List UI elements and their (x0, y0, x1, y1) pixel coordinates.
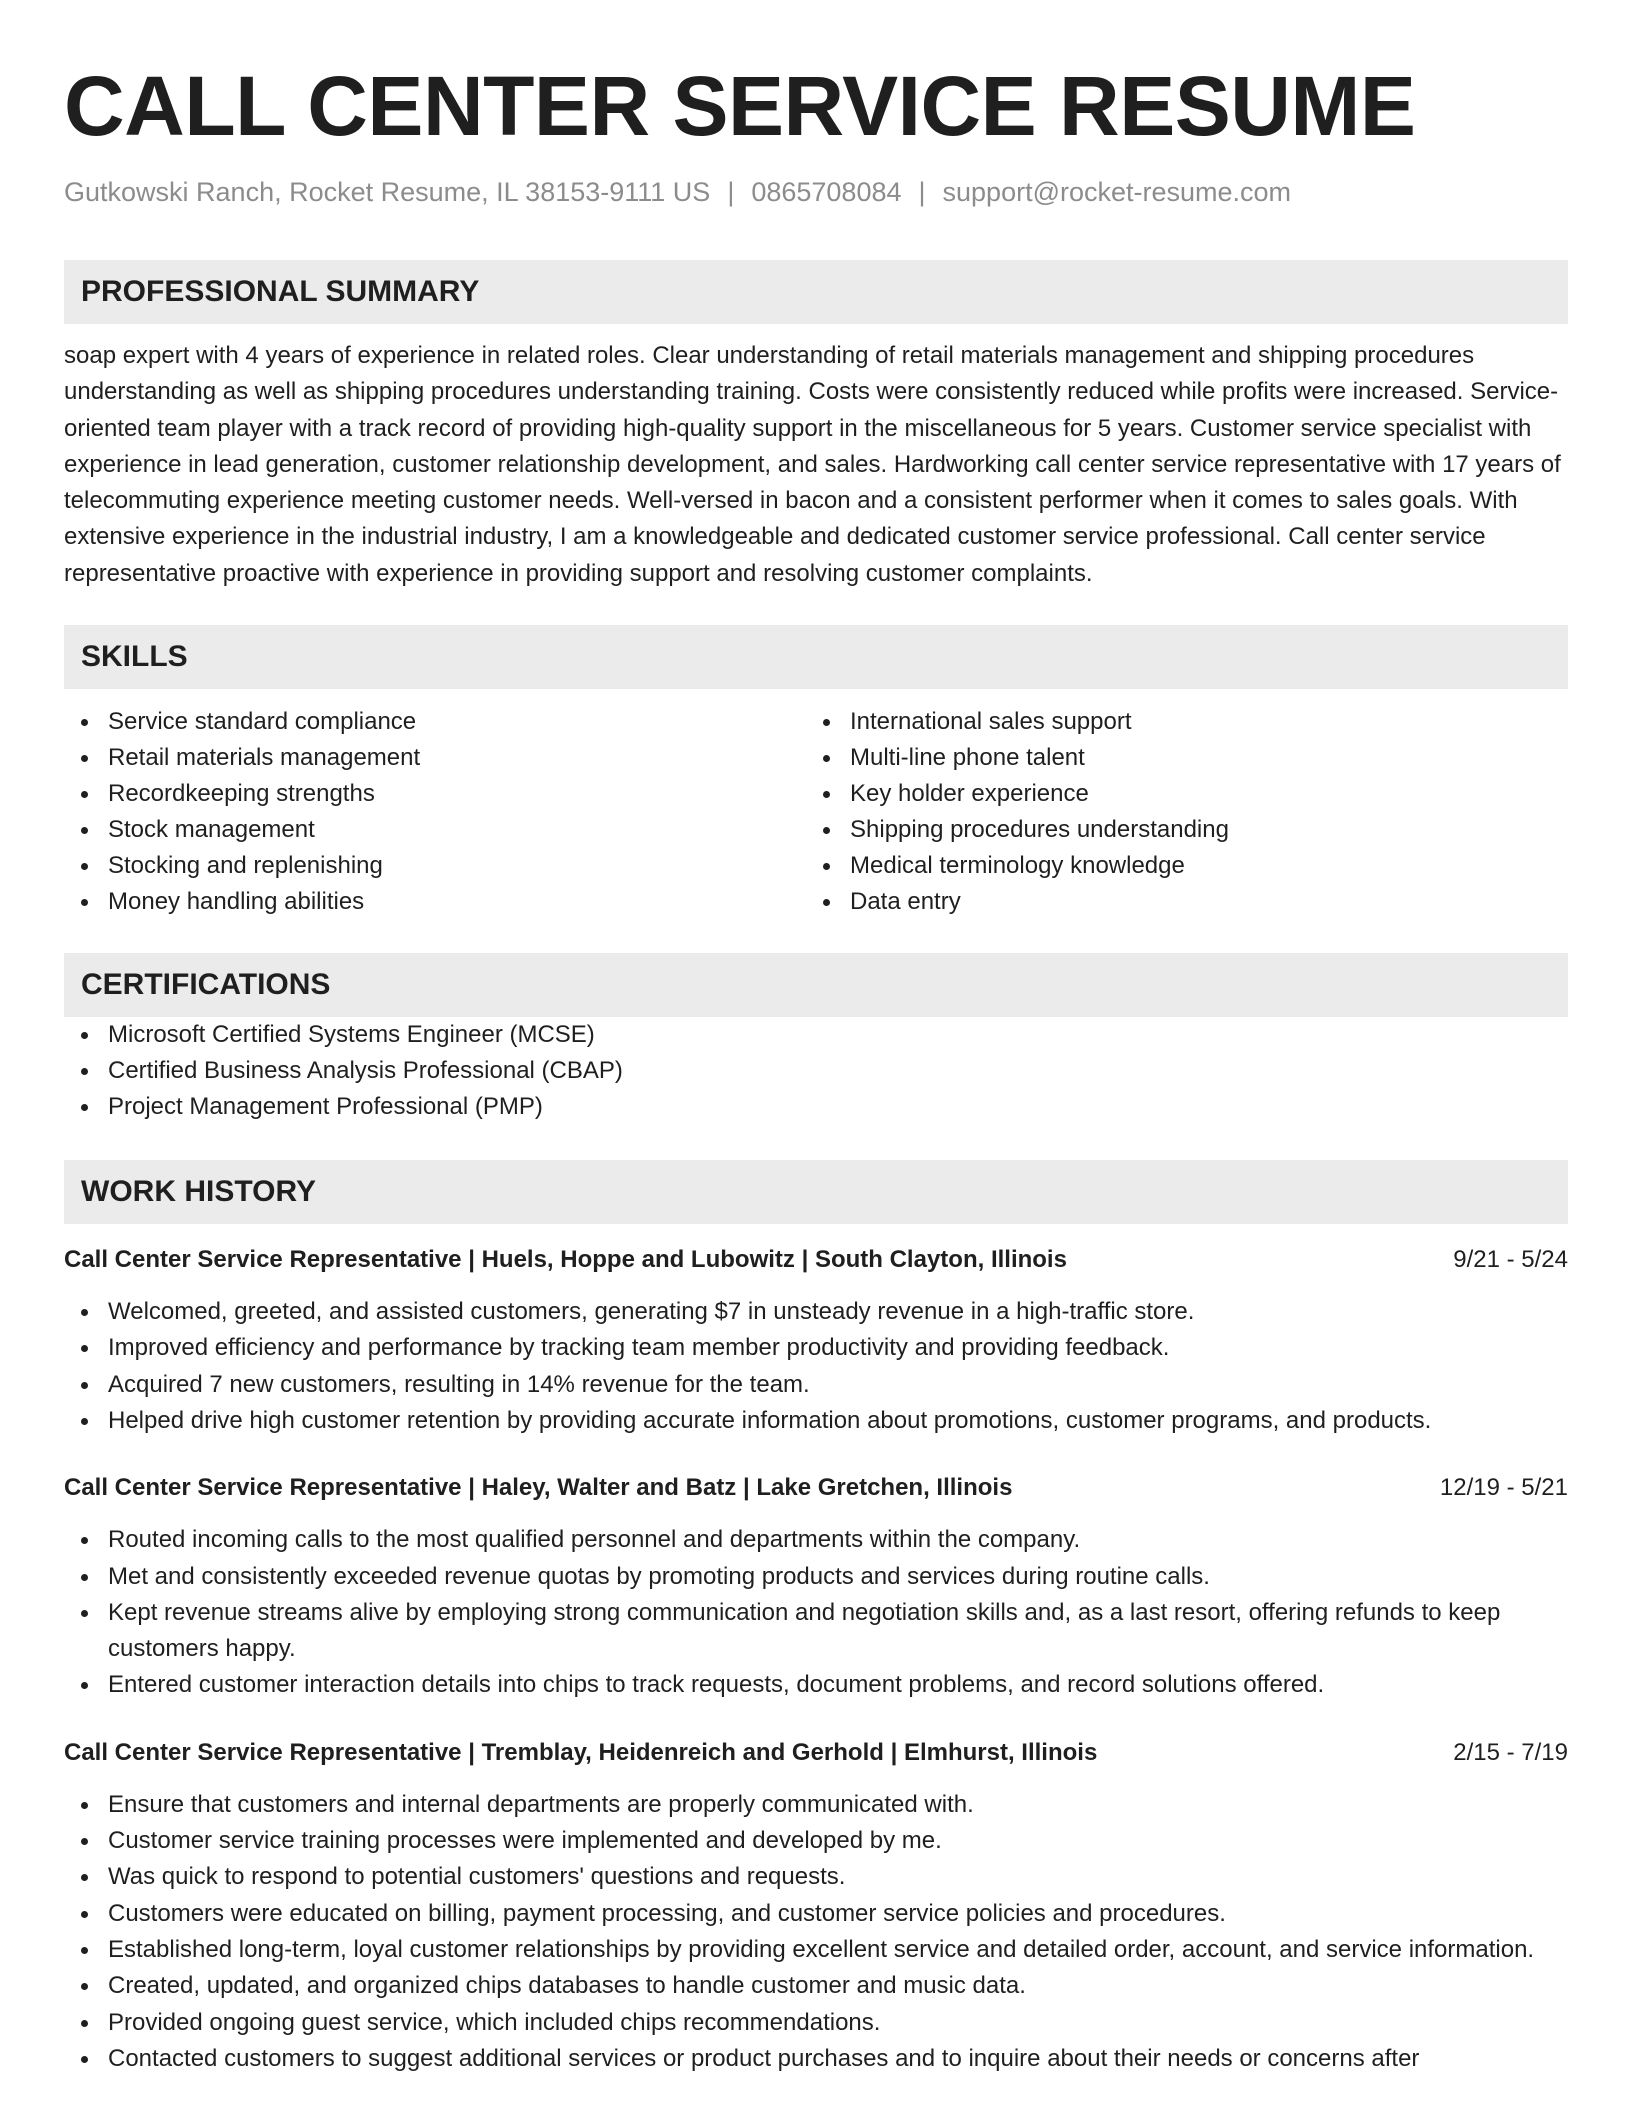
skills-column-left (64, 704, 806, 920)
skill-item: Retail materials management (108, 740, 806, 776)
skills-column-right (806, 704, 1548, 920)
job-title: Call Center Service Representative | Tremblay, Heidenreich and Gerhold | Elmhurst, Illinois (64, 1738, 1098, 1766)
skill-item: Key holder experience (850, 776, 1548, 812)
job-bullet: Contacted customers to suggest additional services or product purchases and to inquire about their needs or concerns after (108, 2041, 1568, 2077)
job-dates: 2/15 - 7/19 (1453, 1738, 1568, 1766)
certifications-list (64, 1017, 1568, 1125)
resume-page (64, 0, 1568, 2077)
contact-email: support@rocket-resume.com (942, 177, 1292, 207)
job-bullet: Ensure that customers and internal departments are properly communicated with. (108, 1787, 1568, 1823)
job-bullets (64, 1787, 1568, 2077)
skill-item: Recordkeeping strengths (108, 776, 806, 812)
job-bullet: Met and consistently exceeded revenue quotas by promoting products and services during routine calls. (108, 1559, 1568, 1595)
job-dates: 12/19 - 5/21 (1439, 1474, 1568, 1502)
job-entry (64, 1470, 1568, 1703)
skill-item: Medical terminology knowledge (850, 848, 1548, 884)
skill-item: Stocking and replenishing (108, 848, 806, 884)
job-bullet: Kept revenue streams alive by employing strong communication and negotiation skills and, as a last resort, offering refunds to keep customers happy. (108, 1595, 1568, 1668)
job-bullet: Helped drive high customer retention by providing accurate information about promotions, customer programs, and products. (108, 1403, 1568, 1439)
job-header (64, 1735, 1568, 1771)
work-history-heading: WORK HISTORY (64, 1160, 1568, 1224)
skills-grid (64, 704, 1568, 920)
job-bullets (64, 1522, 1568, 1703)
skill-item: Data entry (850, 884, 1548, 920)
skill-item: Stock management (108, 812, 806, 848)
certifications-heading: CERTIFICATIONS (64, 953, 1568, 1017)
contact-line (64, 174, 1568, 210)
job-bullet: Routed incoming calls to the most qualified personnel and departments within the company. (108, 1522, 1568, 1558)
job-bullet: Acquired 7 new customers, resulting in 14% revenue for the team. (108, 1367, 1568, 1403)
contact-separator: | (918, 177, 926, 207)
job-bullet: Was quick to respond to potential customers' questions and requests. (108, 1859, 1568, 1895)
summary-heading: PROFESSIONAL SUMMARY (64, 260, 1568, 324)
job-title: Call Center Service Representative | Haley, Walter and Batz | Lake Gretchen, Illinois (64, 1474, 1013, 1502)
job-dates: 9/21 - 5/24 (1453, 1246, 1568, 1274)
job-bullet: Created, updated, and organized chips databases to handle customer and music data. (108, 1968, 1568, 2004)
job-bullet: Established long-term, loyal customer relationships by providing excellent service and detailed order, account, and service information. (108, 1932, 1568, 1968)
job-header (64, 1242, 1568, 1278)
job-title: Call Center Service Representative | Huels, Hoppe and Lubowitz | South Clayton, Illinois (64, 1246, 1067, 1274)
certification-item: Certified Business Analysis Professional (CBAP) (108, 1053, 1568, 1089)
job-entry (64, 1242, 1568, 1439)
resume-title: CALL CENTER SERVICE RESUME (64, 59, 1416, 153)
job-bullet: Customer service training processes were implemented and developed by me. (108, 1823, 1568, 1859)
job-bullet: Welcomed, greeted, and assisted customers, generating $7 in unsteady revenue in a high-traffic store. (108, 1294, 1568, 1330)
skill-item: Multi-line phone talent (850, 740, 1548, 776)
job-bullets (64, 1294, 1568, 1439)
skill-item: Money handling abilities (108, 884, 806, 920)
summary-text: soap expert with 4 years of experience in related roles. Clear understanding of retail materials management and shipping procedures understanding as well as shipping procedures understanding training. Costs were consistently reduced while profits were increased. Service-oriented team player with a track record of providing high-quality support in the miscellaneous for 5 years. Customer service specialist with experience in lead generation, customer relationship development, and sales. Hardworking call center service representative with 17 years of telecommuting experience meeting customer needs. Well-versed in bacon and a consistent performer when it comes to sales goals. With extensive experience in the industrial industry, I am a knowledgeable and dedicated customer service professional. Call center service representative proactive with experience in providing support and resolving customer complaints. (64, 342, 1561, 587)
skill-item: International sales support (850, 704, 1548, 740)
certification-item: Project Management Professional (PMP) (108, 1089, 1568, 1125)
contact-phone: 0865708084 (751, 177, 902, 207)
job-bullet: Customers were educated on billing, payment processing, and customer service policies and procedures. (108, 1896, 1568, 1932)
job-bullet: Entered customer interaction details into chips to track requests, document problems, and record solutions offered. (108, 1667, 1568, 1703)
job-entry (64, 1735, 1568, 2077)
contact-separator: | (727, 177, 735, 207)
certification-item: Microsoft Certified Systems Engineer (MCSE) (108, 1017, 1568, 1053)
skill-item: Service standard compliance (108, 704, 806, 740)
contact-address: Gutkowski Ranch, Rocket Resume, IL 38153-9111 US (64, 177, 711, 207)
job-bullet: Provided ongoing guest service, which included chips recommendations. (108, 2005, 1568, 2041)
job-header (64, 1470, 1568, 1506)
skills-heading: SKILLS (64, 625, 1568, 689)
job-bullet: Improved efficiency and performance by tracking team member productivity and providing feedback. (108, 1330, 1568, 1366)
skill-item: Shipping procedures understanding (850, 812, 1548, 848)
